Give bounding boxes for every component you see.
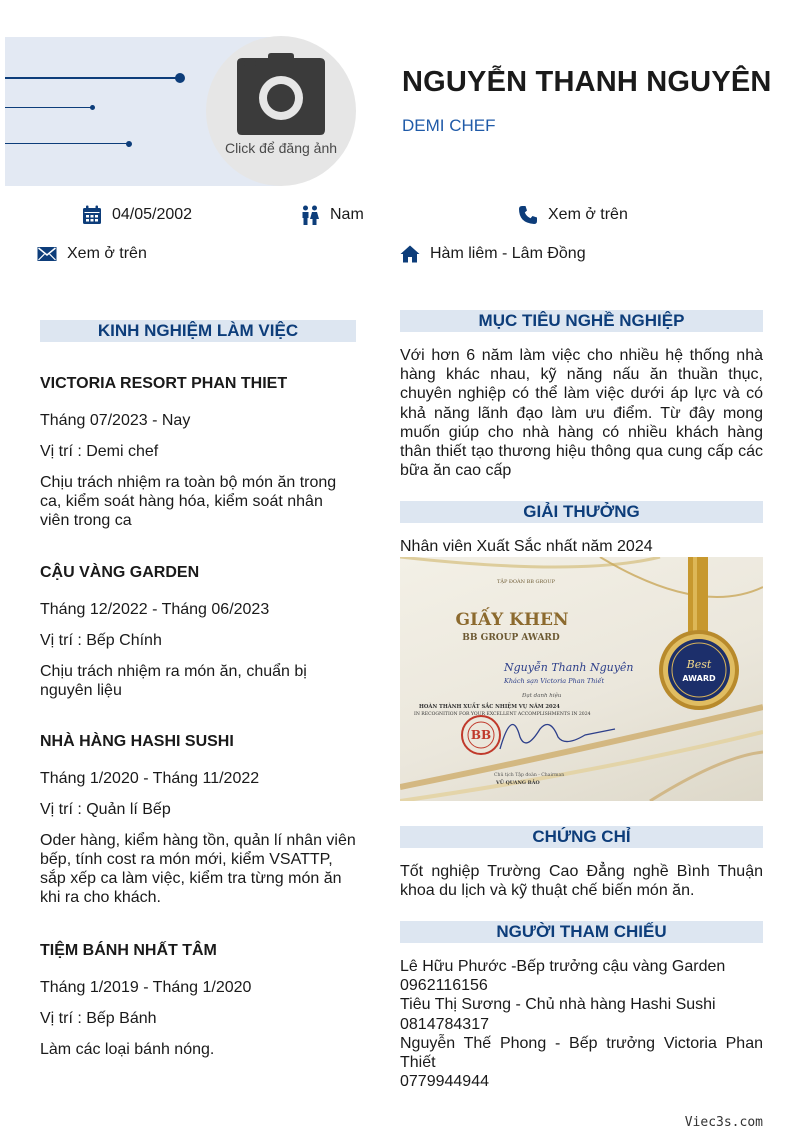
certifications-heading: CHỨNG CHỈ <box>400 826 763 848</box>
home-icon <box>400 245 420 263</box>
job-period: Tháng 12/2022 - Tháng 06/2023 <box>40 601 270 618</box>
awards-heading: GIẢI THƯỞNG <box>400 501 763 523</box>
job-role: Vị trí : Bếp Bánh <box>40 1010 157 1027</box>
envelope-icon <box>37 246 57 262</box>
birthday-value: 04/05/2002 <box>112 206 193 223</box>
birthday-field <box>82 205 192 225</box>
objective-text: Với hơn 6 năm làm việc cho nhiều hệ thống nhà hàng khác nhau, kỹ năng nấu ăn thuần thục, chuyên nghiệp có thể làm việc dưới áp lực và có khả năng lãnh đạo làm ưu điểm. Từ đây mong muốn giúp cho nhà hàng có nhiều khách hàng thân thiết tạo thương hiệu thông qua cung cấp các bữa ăn cao cấp <box>400 347 763 480</box>
certifications-text: Tốt nghiệp Trường Cao Đẳng nghề Bình Thuận khoa du lịch và kỹ thuật chế biến món ăn. <box>400 863 763 900</box>
cert-group: TẬP ĐOÀN BB GROUP <box>497 579 555 585</box>
job-description: Chịu trách nhiệm ra toàn bộ món ăn trong ca, kiểm soát hàng hóa, kiểm soát nhân viên trong ca <box>40 474 337 529</box>
cert-achievement: HOÀN THÀNH XUẤT SẮC NHIỆM VỤ NĂM 2024 <box>419 704 560 710</box>
cert-title: GIẤY KHEN <box>455 610 569 630</box>
job-entry <box>40 941 356 1059</box>
decor-line-middle <box>5 107 93 108</box>
badge-award: AWARD <box>682 674 716 683</box>
people-icon <box>300 205 320 225</box>
photo-caption: Click để đăng ảnh <box>224 140 338 156</box>
phone-value: Xem ở trên <box>548 206 628 223</box>
job-title: DEMI CHEF <box>402 116 496 135</box>
decor-dot-bottom <box>126 141 132 147</box>
job-description: Oder hàng, kiểm hàng tồn, quản lí nhân viên bếp, tính cost ra món mới, kiểm VSATTP, sắp xếp ca làm việc, kiểm tra từng món ăn khi ra cho khách. <box>40 832 356 906</box>
gender-field <box>300 205 364 225</box>
job-period: Tháng 1/2020 - Tháng 11/2022 <box>40 770 260 787</box>
cert-subtitle: BB GROUP AWARD <box>462 633 560 643</box>
job-entry <box>40 563 356 700</box>
email-field <box>37 245 147 263</box>
job-description: Làm các loại bánh nóng. <box>40 1041 215 1058</box>
reference-phone: 0814784317 <box>400 1015 489 1033</box>
phone-icon <box>518 205 538 225</box>
phone-field <box>518 205 628 225</box>
decor-line-top <box>5 77 180 79</box>
job-role: Vị trí : Bếp Chính <box>40 632 162 649</box>
decor-line-bottom <box>5 143 129 144</box>
job-role: Vị trí : Demi chef <box>40 443 159 460</box>
svg-text:BB: BB <box>470 728 492 742</box>
decor-dot-middle <box>90 105 95 110</box>
job-entry <box>40 732 356 907</box>
award-certificate-photo <box>400 557 763 801</box>
certificate-illustration <box>400 557 763 801</box>
job-company: CẬU VÀNG GARDEN <box>40 564 200 581</box>
experience-heading: KINH NGHIỆM LÀM VIỆC <box>40 320 356 342</box>
calendar-icon <box>82 205 102 225</box>
decor-dot-top <box>175 73 185 83</box>
cert-recognition: IN RECOGNITION FOR YOUR EXCELLENT ACCOMPLISHMENTS IN 2024 <box>414 712 591 717</box>
address-value: Hàm liêm - Lâm Đồng <box>430 245 586 262</box>
cert-chairman-name: VŨ QUANG BẢO <box>496 780 540 786</box>
references-list <box>400 957 763 1091</box>
reference-line: Lê Hữu Phước -Bếp trưởng cậu vàng Garden <box>400 958 726 975</box>
job-company: NHÀ HÀNG HASHI SUSHI <box>40 733 234 750</box>
candidate-name: NGUYỄN THANH NGUYÊN <box>402 66 772 98</box>
job-company: VICTORIA RESORT PHAN THIET <box>40 375 288 392</box>
job-period: Tháng 07/2023 - Nay <box>40 412 191 429</box>
reference-line: Tiêu Thị Sương - Chủ nhà hàng Hashi Sushi <box>400 996 716 1014</box>
job-company: TIỆM BÁNH NHẤT TÂM <box>40 942 217 959</box>
cert-granted: Đạt danh hiệu <box>522 693 562 699</box>
cert-recipient: Nguyễn Thanh Nguyên <box>504 661 634 674</box>
cert-chairman-label: Chủ tịch Tập đoàn - Chairman <box>494 773 565 778</box>
job-description: Chịu trách nhiệm ra món ăn, chuẩn bị nguyên liệu <box>40 663 307 699</box>
reference-phone: 0962116156 <box>400 977 488 995</box>
reference-line: Nguyễn Thế Phong - Bếp trưởng Victoria Phan Thiết <box>400 1034 763 1072</box>
photo-upload-button[interactable] <box>206 36 356 186</box>
email-value: Xem ở trên <box>67 245 147 262</box>
gender-value: Nam <box>330 206 364 223</box>
job-entry <box>40 374 356 530</box>
camera-icon <box>206 36 356 186</box>
reference-phone: 0779944944 <box>400 1073 489 1091</box>
job-period: Tháng 1/2019 - Tháng 1/2020 <box>40 979 252 996</box>
footer-brand: Viec3s.com <box>684 1115 763 1130</box>
cert-position: Khách sạn Victoria Phan Thiết <box>504 677 605 685</box>
address-field <box>400 245 586 263</box>
objective-heading: MỤC TIÊU NGHỀ NGHIỆP <box>400 310 763 332</box>
job-role: Vị trí : Quản lí Bếp <box>40 801 171 818</box>
badge-best: Best <box>686 658 712 671</box>
references-heading: NGƯỜI THAM CHIẾU <box>400 921 763 943</box>
award-text: Nhân viên Xuất Sắc nhất năm 2024 <box>400 538 653 555</box>
